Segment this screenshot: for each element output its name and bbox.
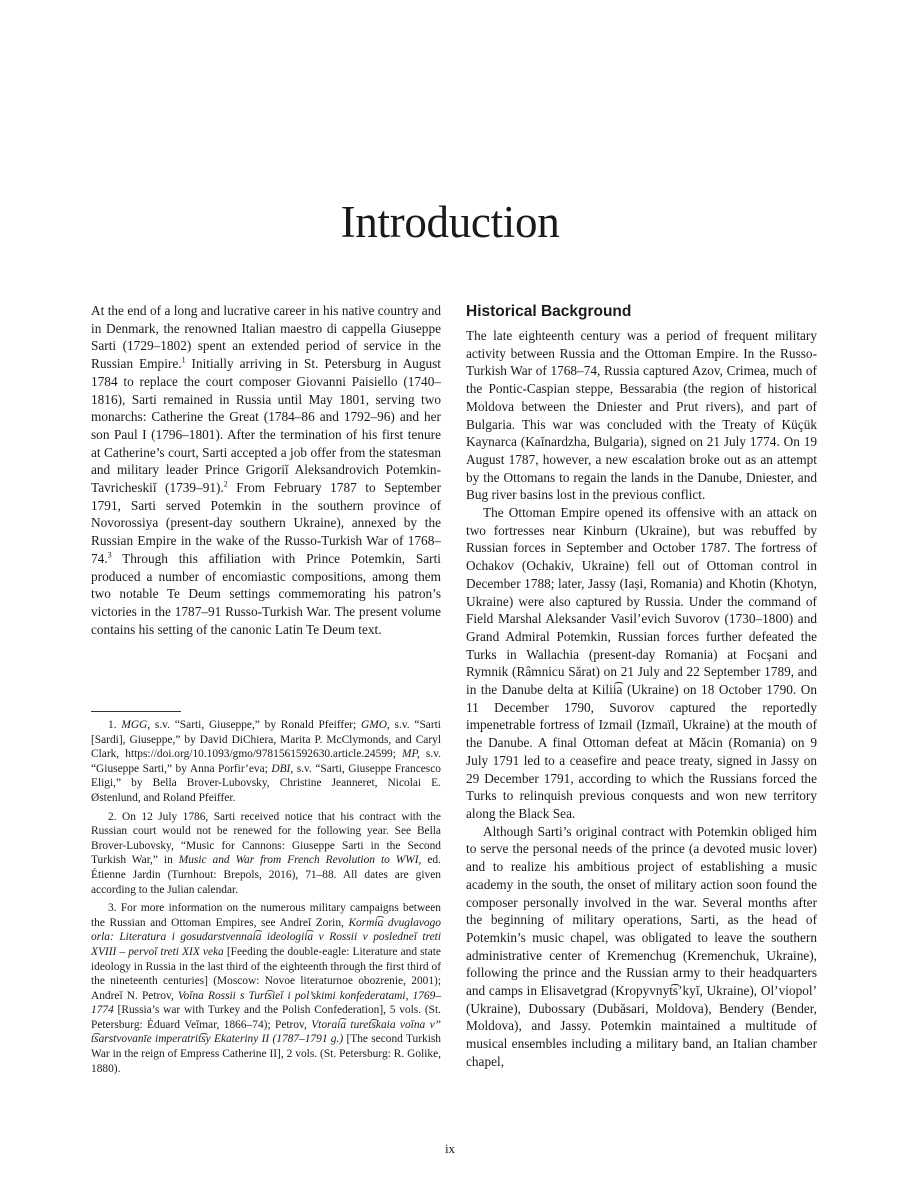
section-heading: Historical Background: [466, 303, 632, 320]
page-number: ix: [444, 1141, 456, 1156]
footnote-text: MGG,: [121, 719, 151, 731]
intro-text: Through this affiliation with Prince Potemkin, Sarti produced a number of encomiastic compositions, among them two notable Te Deum settings commemorating his patron’s victories in the 1787–91 Russo-Turkish War. The present volume contains his setting of the canonic Latin Te Deum text.: [91, 550, 441, 637]
footnote-label: 2.: [108, 810, 117, 823]
footnote-ref-3[interactable]: 3: [107, 550, 112, 560]
body-paragraph: The Ottoman Empire opened its offensive with an attack on two fortresses near Kinburn (Ukraine), but was rebuffed by Russian forces in September and October 1787. The fortress of Ochakov (Ochakiv, Ukraine) fell out of Ottoman control in December 1788; later, Jassy (Iași, Romania) and Khotin (Khotyn, Ukraine) were also captured by Russia. Under the command of Field Marshal Aleksander Vasil’evich Suvorov (1730–1800) and Grand Admiral Potemkin, Russian forces further defeated the Turks in Wallachia (present-day Romania) at Focșani and Rymnik (Râmnicu Sărat) on 21 July and 22 September 1789, and in the Danube delta at Kilii͡a (Ukraine) on 18 October 1790. On 11 December 1790, Suvorov captured the reportedly impenetrable fortress of Izmail (Izmaïl, Ukraine) at the mouth of the Danube. A final Ottoman defeat at Măcin (Romania) on 9 July 1791 led to a ceasefire and peace treaty, signed in Jassy on 29 December 1791, according to which the Russians forced the Turks to relinquish previous conquests and won new territory along the Black Sea.: [466, 505, 817, 821]
footnote-label: 1.: [108, 719, 117, 731]
intro-text: From February 1787 to September 1791, Sarti served Potemkin in the southern province of Novorossiya (present-day southern Ukraine), annexed by the Russian Empire in the wake of the Russo-Turkish War of 1768–74.: [91, 480, 442, 566]
footnote-2: [91, 810, 441, 898]
intro-text: At the end of a long and lucrative career in his native country and in Denmark, the renowned Italian maestro di cappella Giuseppe Sarti (1729–1802) spent an extended period of service in the Russian Empire.: [91, 303, 441, 372]
footnote-1: [91, 718, 441, 806]
footnote-text: s.v. “Sarti, Giuseppe Francesco Eligi,” by Bella Brover-Lubovsky, Christine Jeanneret, Nicolai E. Østenlund, and Roland Pfeiffer.: [91, 762, 441, 804]
intro-paragraph: [91, 302, 441, 638]
footnote-text: For more information on the numerous military campaigns between the Russian and Ottoman Empires, see Andreĭ Zorin,: [91, 902, 441, 929]
footnote-text: DBI,: [271, 762, 294, 775]
historical-background-section: [466, 302, 817, 1071]
footnote-text: Kormi͡a dvuglavogo orla: Literatura i gosudarstvennai͡a ideologii͡a v Rossii v posledneĭ treti XVIII – pervoĭ treti XIX veka: [91, 916, 441, 958]
intro-column: [91, 302, 441, 638]
footnote-ref-2[interactable]: 2: [223, 479, 228, 489]
intro-text: Initially arriving in St. Petersburg in August 1784 to replace the court composer Giovanni Paisiello (1740–1816), Sarti remained in Russia until May 1801, serving two monarchs: Catherine the Great (1784–86 and 1792–96) and her son Paul I (1796–1801). After the termination of his first tenure at Catherine’s court, Sarti accepted a job offer from the statesman and military leader Prince Grigoriĭ Aleksandrovich Potemkin-Tavricheskiĭ (1739–91).: [91, 356, 441, 496]
footnote-text: MP,: [401, 748, 420, 761]
footnote-text: ed. Étienne Jardin (Turnhout: Brepols, 2016), 71–88. All dates are given according to the Julian calendar.: [91, 854, 441, 896]
footnote-text: [Russia’s war with Turkey and the Polish Confederation], 5 vols. (St. Petersburg: Ėduard Veĭmar, 1866–74); Petrov,: [91, 1004, 441, 1031]
footnote-divider: [91, 711, 181, 712]
body-paragraph: Although Sarti’s original contract with Potemkin obliged him to serve the personal needs of the prince (a devoted music lover) and to realize his ambitious project of establishing a music academy in the south, the onset of military action soon found the composer personally involved in the war. Several months after the beginning of military operations, Sarti, as the head of Potemkin’s music chapel, was obligated to leave the southern administrative center of Kremenchug (Kremenchuk, Ukraine), following the prince and the Russian army to their headquarters and camps in Elisavetgrad (Kropyvnyt͡s’kyĭ, Ukraine), Ol’viopol’ (Ukraine), Dubossary (Dubăsari, Moldova), Bendery (Bender, Moldova), and Jassy. Potemkin maintained a multitude of musical ensembles including a military band, an Italian chamber chapel,: [466, 823, 817, 1069]
footnote-text: s.v. “Giuseppe Sarti,” by Anna Porfir’eva;: [91, 748, 441, 775]
page-title: Introduction: [340, 197, 560, 247]
body-paragraph: The late eighteenth century was a period of frequent military activity between Russia and the Ottoman Empire. In the Russo-Turkish War of 1768–74, Russia captured Azov, Crimea, much of the Pontic-Caspian steppe, Bessarabia (the region of historical Moldova between the Dniester and Prut rivers), and part of Bulgaria. This war was concluded with the Treaty of Küçük Kaynarca (Kaĭnardzha, Bulgaria), signed on 21 July 1774. On 19 August 1787, however, a new escalation broke out as an attempt by the Ottomans to regain the lands in the Danube, Dniester, and Bug river basins lost in the previous conflict.: [466, 328, 817, 503]
footnote-text: Vtorai͡a turet͡skaia voĭna v” t͡sarstvovanīe imperatrit͡sy Ekateriny II (1787–1791 g.): [91, 1018, 441, 1046]
footnote-ref-1[interactable]: 1: [181, 355, 186, 365]
footnote-text: On 12 July 1786, Sarti received notice that his contract with the Russian court would not be renewed for the following year. See Bella Brover-Lubovsky, “Music for Cannons: Giuseppe Sarti in the Second Turkish War,” in: [91, 810, 441, 867]
footnote-3: [91, 901, 441, 1076]
footnote-text: [Feeding the double-eagle: Literature and state ideology in Russia in the last third of the eighteenth through the first third of the nineteenth centuries] (Moscow: Novoe literaturnoe obozrenie, 2001); Andreĭ N. Petrov,: [91, 945, 441, 1002]
footnote-text: Voĭna Rossii s Turt͡sieĭ i pol’skimi konfederatami, 1769–1774: [91, 989, 442, 1017]
footnotes: [91, 718, 441, 1080]
footnote-label: 3.: [108, 902, 117, 915]
footnote-text: GMO,: [360, 719, 390, 731]
footnote-text: [The second Turkish War in the reign of Empress Catherine II], 2 vols. (St. Petersburg: R. Golike, 1880).: [91, 1033, 441, 1075]
footnote-text: s.v. “Sarti, Giuseppe,” by Ronald Pfeiffer;: [150, 719, 361, 731]
footnote-text: s.v. “Sarti [Sardi], Giuseppe,” by David DiChiera, Marita P. McClymonds, and Caryl Clark, https://doi.org/10.1093/gmo/9781561592630.article.24599;: [91, 719, 441, 761]
footnote-text: Music and War from French Revolution to WWI,: [178, 854, 422, 867]
